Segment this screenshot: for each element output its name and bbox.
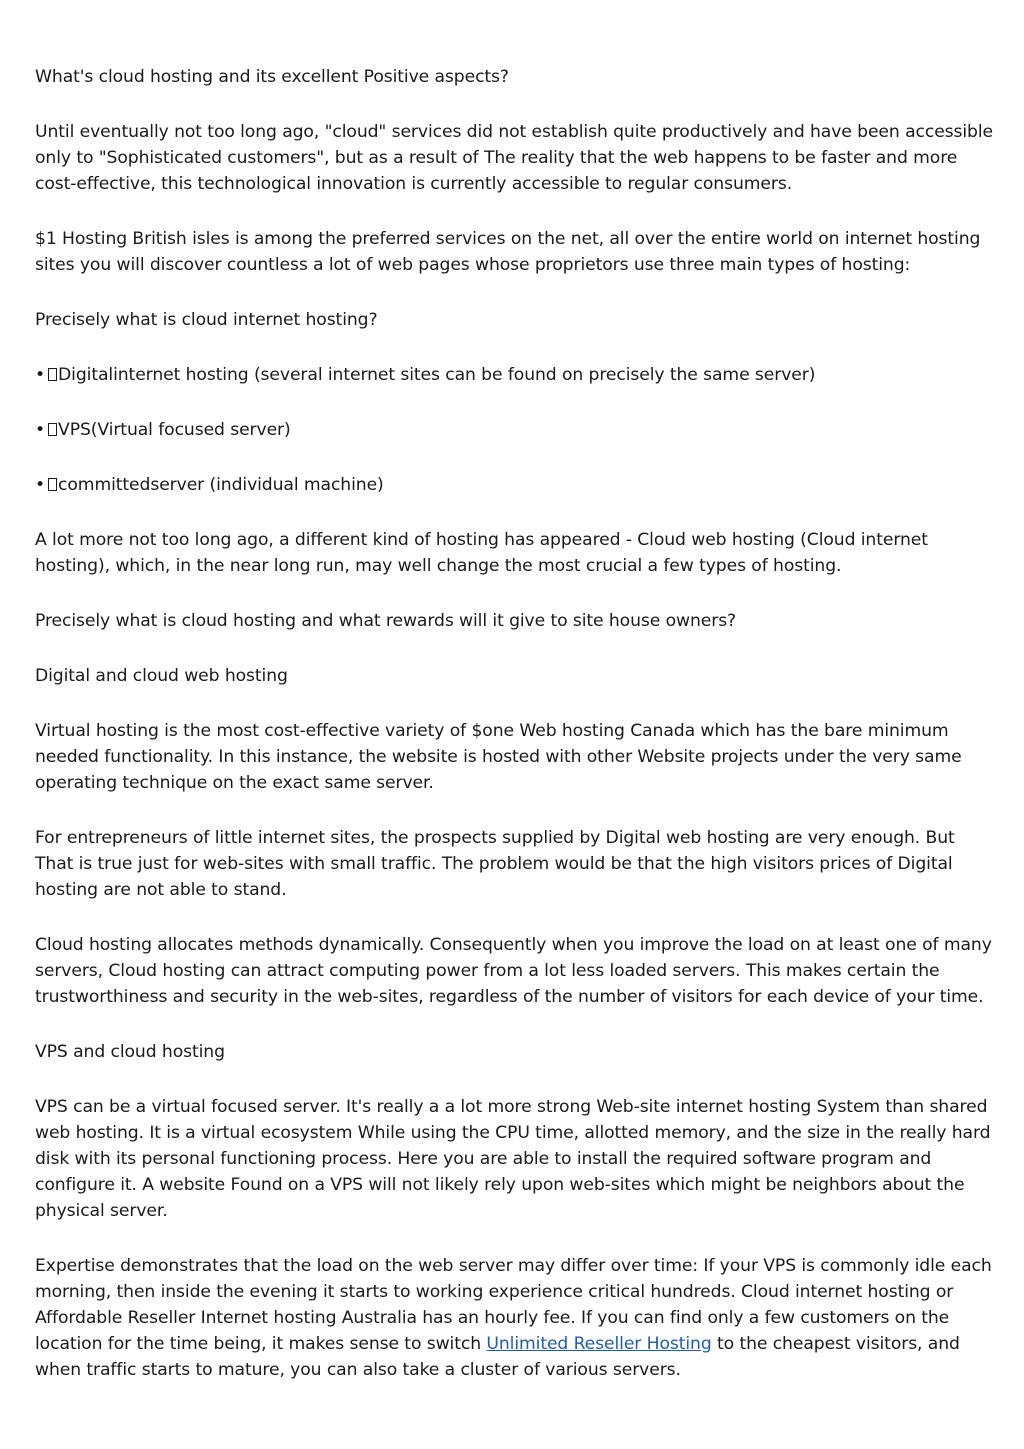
- bullet-icon: •: [35, 365, 46, 385]
- paragraph-vps: VPS can be a virtual focused server. It's really a a lot more strong Web-site internet hosting System than shared web hosting. It is a virtual ecosystem While using the CPU time, allotted memory, and the size in the really hard disk with its personal functioning process. Here you are able to install the required software program and configure it. A website Found on a VPS will not likely rely upon web-sites which might be neighbors about the physical server.: [35, 1097, 991, 1221]
- bullet-item-dedicated: [35, 472, 995, 498]
- bullet-item-vps: [35, 417, 995, 443]
- paragraph-expertise-after: to the cheapest visitors, and when traffic starts to mature, you can also take a cluster of various servers.: [35, 1334, 960, 1380]
- bullet-text: Digitalinternet hosting (several internet sites can be found on precisely the same server): [58, 365, 816, 385]
- missing-glyph-icon: [48, 423, 57, 436]
- section-heading-digital-cloud: Digital and cloud web hosting: [35, 666, 288, 686]
- paragraph-title: What's cloud hosting and its excellent Positive aspects?: [35, 67, 509, 87]
- bullet-text: VPS(Virtual focused server): [58, 420, 291, 440]
- bullet-icon: •: [35, 475, 46, 495]
- section-heading-vps-cloud: VPS and cloud hosting: [35, 1042, 225, 1062]
- paragraph-expertise-before: Expertise demonstrates that the load on the web server may differ over time: If your VPS is commonly idle each morning, then inside the evening it starts to working experience critical hundreds. Cloud internet hosting or Affordable Reseller Internet hosting Australia has an hourly fee. If you can find only a few customers on the location for the time being, it makes sense to switch: [35, 1256, 992, 1354]
- bullet-item-digital: [35, 362, 995, 388]
- missing-glyph-icon: [48, 368, 57, 381]
- unlimited-reseller-hosting-link[interactable]: Unlimited Reseller Hosting: [486, 1334, 712, 1354]
- paragraph-expertise: [35, 1253, 995, 1383]
- paragraph-question: Precisely what is cloud internet hosting?: [35, 310, 378, 330]
- document-body: [35, 64, 995, 1412]
- paragraph-entrepreneurs: For entrepreneurs of little internet sites, the prospects supplied by Digital web hosting are very enough. But That is true just for web-sites with small traffic. The problem would be that the high visitors prices of Digital hosting are not able to stand.: [35, 828, 955, 900]
- paragraph-virtual-hosting: Virtual hosting is the most cost-effective variety of $one Web hosting Canada which has the bare minimum needed functionality. In this instance, the website is hosted with other Website projects under the very same operating technique on the exact same server.: [35, 721, 962, 793]
- bullet-icon: •: [35, 420, 46, 440]
- paragraph-cloud-allocates: Cloud hosting allocates methods dynamically. Consequently when you improve the load on at least one of many servers, Cloud hosting can attract computing power from a lot less loaded servers. This makes certain the trustworthiness and security in the web-sites, regardless of the number of visitors for each device of your time.: [35, 935, 992, 1007]
- bullet-text: committedserver (individual machine): [58, 475, 384, 495]
- paragraph-cloud-appeared: A lot more not too long ago, a different kind of hosting has appeared - Cloud web hosting (Cloud internet hosting), which, in the near long run, may well change the most crucial a few types of hosting.: [35, 530, 928, 576]
- paragraph-intro: Until eventually not too long ago, "cloud" services did not establish quite productively and have been accessible only to "Sophisticated customers", but as a result of The reality that the web happens to be faster and more cost-effective, this technological innovation is currently accessible to regular consumers.: [35, 122, 994, 194]
- paragraph-rewards-question: Precisely what is cloud hosting and what rewards will it give to site house owners?: [35, 611, 737, 631]
- missing-glyph-icon: [48, 478, 57, 491]
- paragraph-hosting-types: $1 Hosting British isles is among the preferred services on the net, all over the entire world on internet hosting sites you will discover countless a lot of web pages whose proprietors use three main types of hosting:: [35, 229, 981, 275]
